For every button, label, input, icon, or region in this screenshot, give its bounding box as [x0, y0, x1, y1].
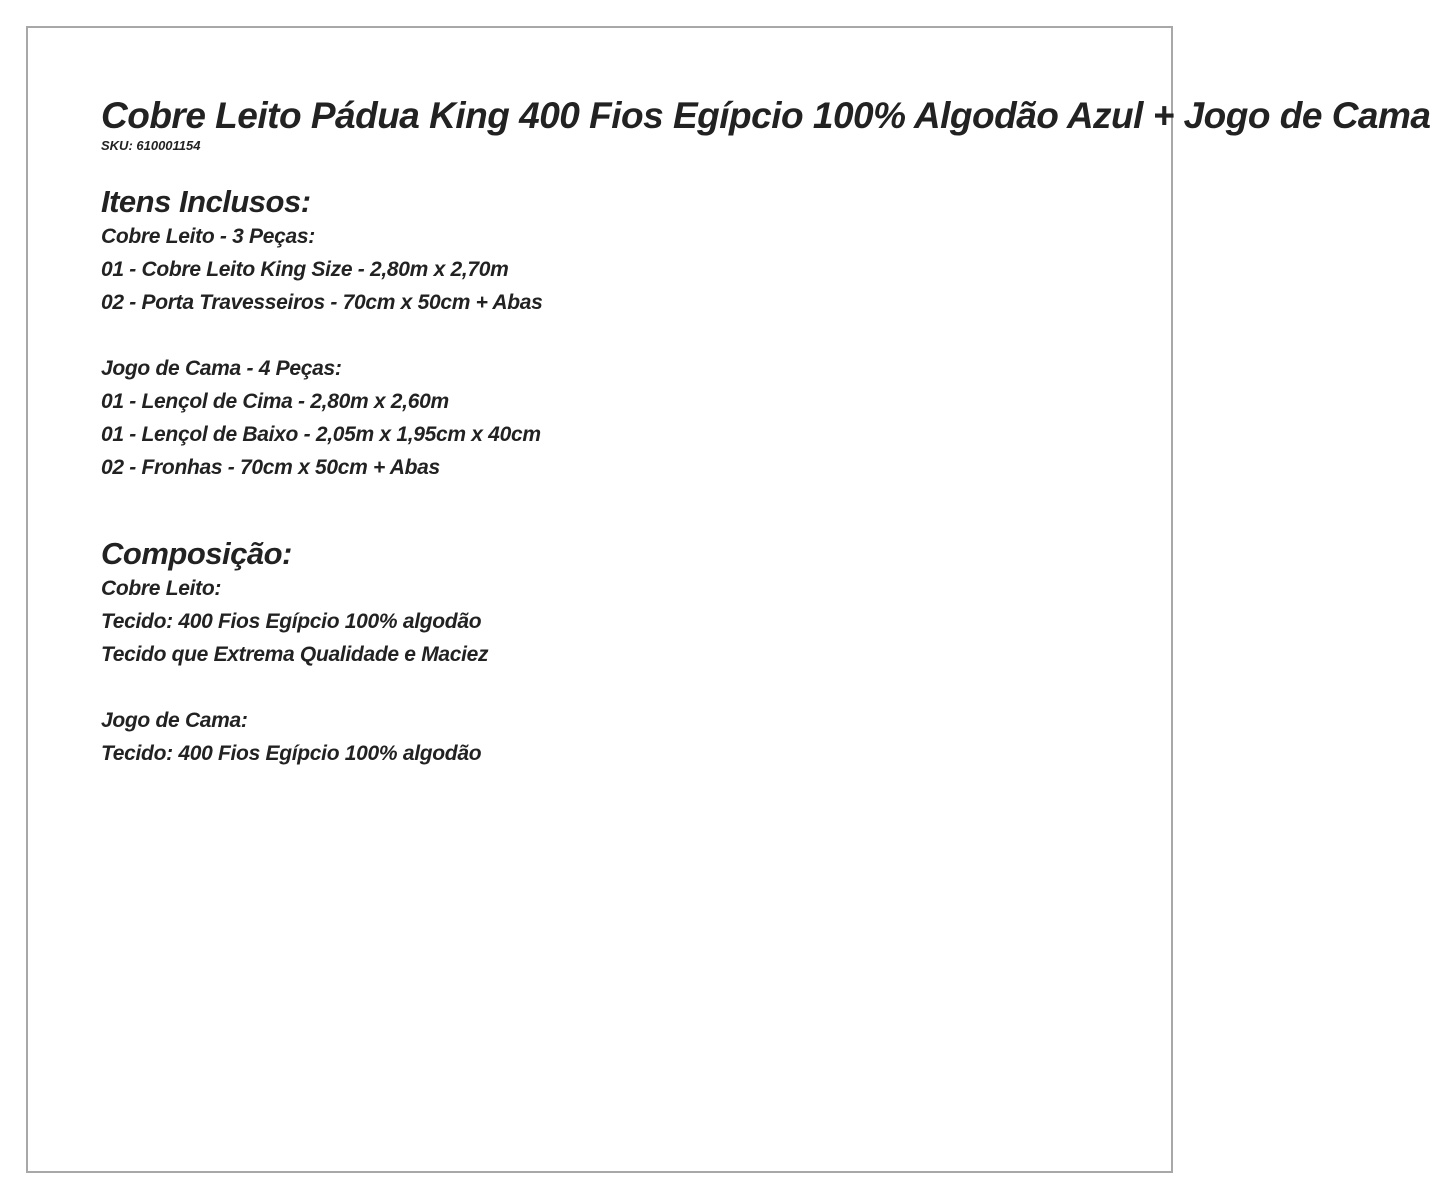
included-item: 01 - Cobre Leito King Size - 2,80m x 2,70m [101, 258, 509, 281]
included-item: 01 - Lençol de Baixo - 2,05m x 1,95cm x 40cm [101, 423, 541, 446]
included-heading: Itens Inclusos: [101, 184, 311, 219]
page-frame [26, 26, 1430, 1173]
spacer [101, 319, 1430, 352]
product-description [101, 94, 1430, 770]
spacer [101, 154, 1430, 184]
spacer [101, 484, 1430, 536]
product-title: Cobre Leito Pádua King 400 Fios Egípcio 100% Algodão Azul + Jogo de Cama [101, 95, 1430, 136]
composition-item: Tecido: 400 Fios Egípcio 100% algodão [101, 610, 482, 633]
included-item: 01 - Lençol de Cima - 2,80m x 2,60m [101, 390, 449, 413]
included-group-label-bed-set: Jogo de Cama - 4 Peças: [101, 357, 342, 380]
spacer [101, 671, 1430, 704]
composition-heading: Composição: [101, 536, 292, 571]
composition-group-label-bed-set: Jogo de Cama: [101, 709, 248, 732]
included-item: 02 - Porta Travesseiros - 70cm x 50cm + Abas [101, 291, 543, 314]
product-sku: SKU: 610001154 [101, 138, 201, 153]
composition-item: Tecido que Extrema Qualidade e Maciez [101, 643, 489, 666]
composition-group-label-bedspread: Cobre Leito: [101, 577, 222, 600]
included-item: 02 - Fronhas - 70cm x 50cm + Abas [101, 456, 440, 479]
composition-item: Tecido: 400 Fios Egípcio 100% algodão [101, 742, 482, 765]
included-group-label-bedspread: Cobre Leito - 3 Peças: [101, 225, 315, 248]
